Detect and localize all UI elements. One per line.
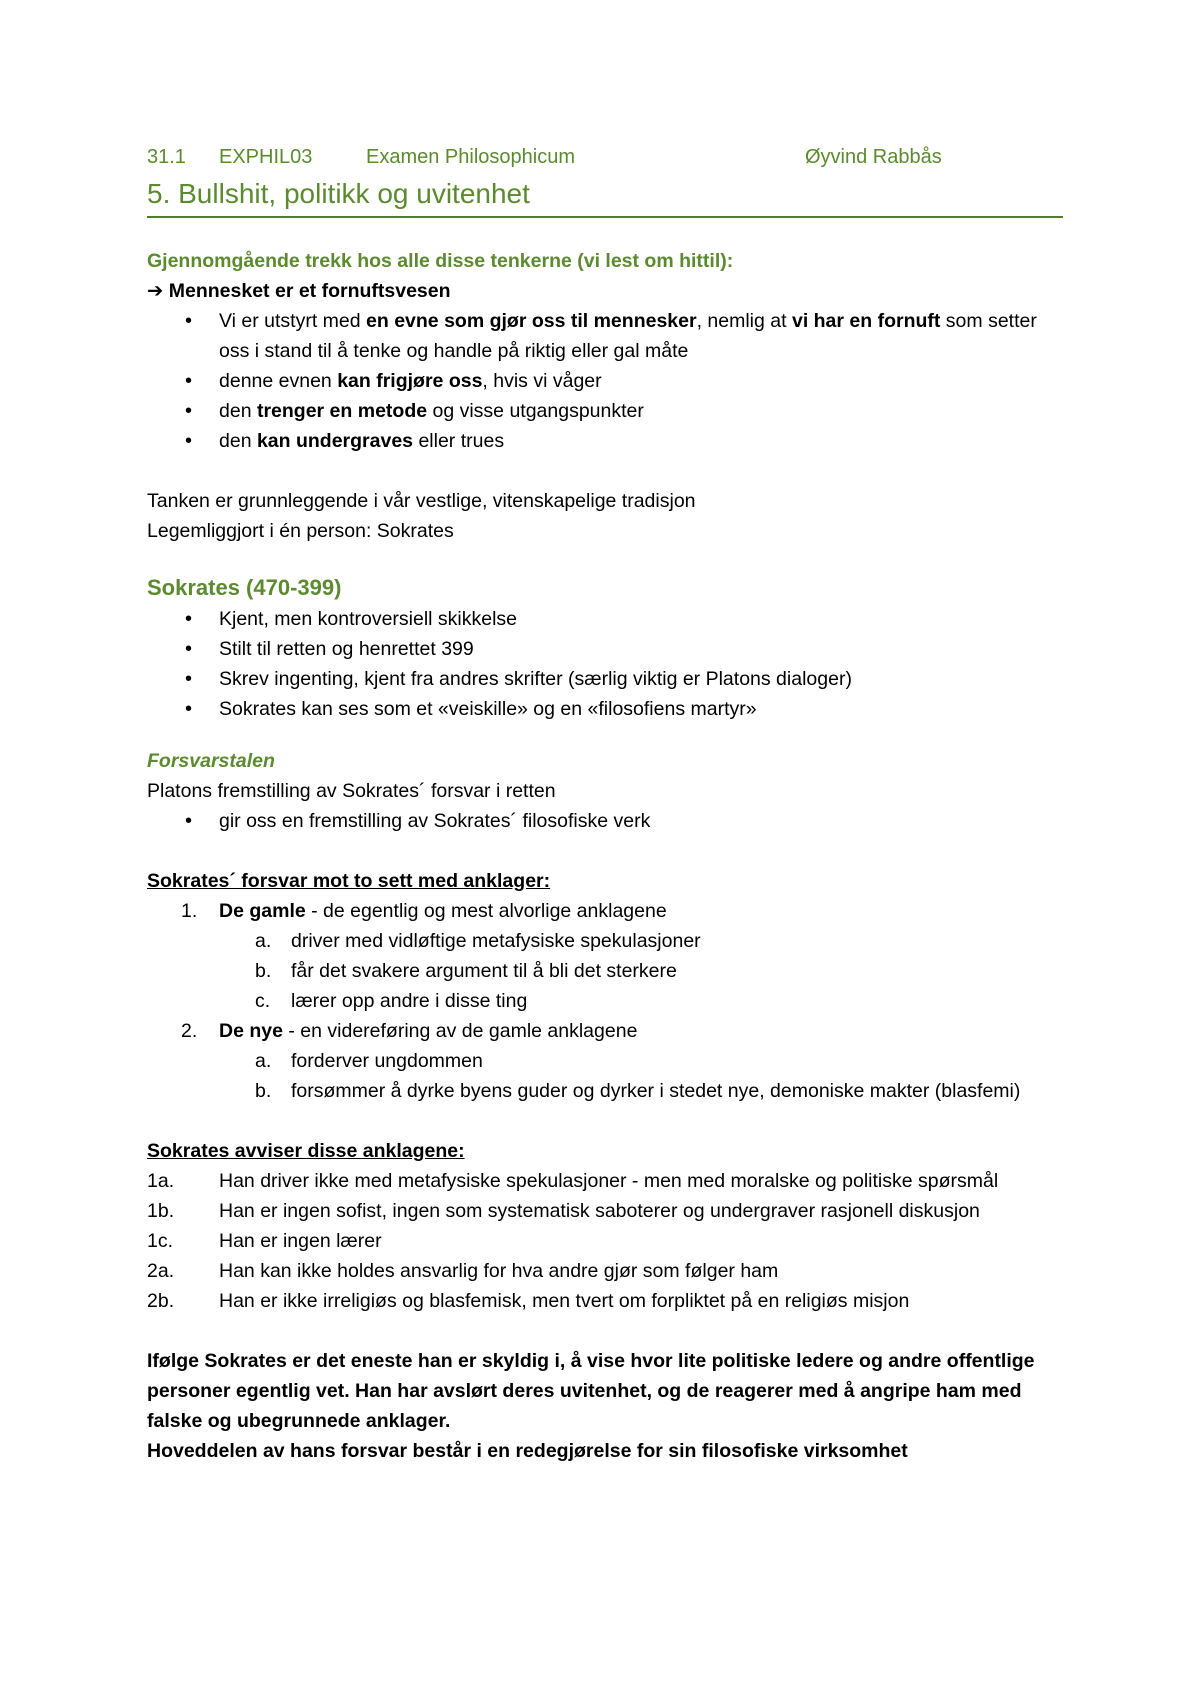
avviser-heading: Sokrates avviser disse anklagene: xyxy=(147,1140,465,1162)
list-item: 1b. Han er ingen sofist, ingen som systematisk saboterer og undergraver rasjonell diskusjon xyxy=(147,1200,980,1222)
header-course-name: Examen Philosophicum xyxy=(366,146,575,168)
anklager-numbered-list xyxy=(147,896,1063,1106)
sub-list-gamle xyxy=(219,926,1063,1016)
list-item: b. får det svakere argument til å bli det sterkere xyxy=(255,960,677,982)
forsvarstalen-heading: Forsvarstalen xyxy=(147,750,275,772)
list-item: • den trenger en metode og visse utgangspunkter xyxy=(219,396,1063,426)
list-item: 1. De gamle - de egentlig og mest alvorlige anklagene a. driver med vidløftige metafysiske spekulasjoner b. får det svakere argument til å bli det sterkere c. lærer opp andre i disse ting xyxy=(219,896,1063,1016)
list-item: • Vi er utstyrt med en evne som gjør oss til mennesker, nemlig at vi har en fornuft som setter oss i stand til å tenke og handle på riktig eller gal måte xyxy=(219,306,1063,366)
conclusion-paragraph: Ifølge Sokrates er det eneste han er skyldig i, å vise hvor lite politiske ledere og andre offentlige personer egentlig vet. Han har avslørt deres uvitenhet, og de reagerer med å angripe ham med falske og ubegrunnede anklager. xyxy=(147,1350,1035,1432)
document-title: 5. Bullshit, politikk og uvitenhet xyxy=(147,178,1063,218)
list-item: 1c. Han er ingen lærer xyxy=(147,1230,382,1252)
sokrates-bullet-list xyxy=(147,604,1063,724)
document-header xyxy=(147,146,1063,176)
header-course-code: EXPHIL03 xyxy=(219,146,313,168)
list-item: 1a. Han driver ikke med metafysiske spekulasjoner - men med moralske og politiske spørsmål xyxy=(147,1170,999,1192)
arrow-right-icon: ➔ xyxy=(147,279,164,302)
conclusion-last-line: Hoveddelen av hans forsvar består i en redegjørelse for sin filosofiske virksomhet xyxy=(147,1440,908,1462)
intro-line-tradition: Tanken er grunnleggende i vår vestlige, vitenskapelige tradisjon xyxy=(147,490,696,512)
list-item: • den kan undergraves eller trues xyxy=(219,426,1063,456)
list-item: a. driver med vidløftige metafysiske spekulasjoner xyxy=(255,930,701,952)
forsvarstalen-bullet-list xyxy=(147,806,1063,836)
list-item: • Sokrates kan ses som et «veiskille» og en «filosofiens martyr» xyxy=(219,694,1063,724)
intro-heading: Gjennomgående trekk hos alle disse tenkerne (vi lest om hittil): xyxy=(147,250,734,272)
intro-line-sokrates: Legemliggjort i én person: Sokrates xyxy=(147,520,454,542)
anklager-heading: Sokrates´ forsvar mot to sett med anklager: xyxy=(147,870,551,892)
list-item: • Kjent, men kontroversiell skikkelse xyxy=(219,604,1063,634)
list-item: b. forsømmer å dyrke byens guder og dyrker i stedet nye, demoniske makter (blasfemi) xyxy=(255,1080,1021,1102)
intro-arrow-line xyxy=(147,276,1063,306)
avviser-list xyxy=(147,1166,1063,1316)
intro-bullet-list xyxy=(147,306,1063,456)
list-item: • gir oss en fremstilling av Sokrates´ filosofiske verk xyxy=(219,806,1063,836)
list-item: a. forderver ungdommen xyxy=(255,1050,483,1072)
header-author: Øyvind Rabbås xyxy=(805,146,942,168)
forsvarstalen-line: Platons fremstilling av Sokrates´ forsvar i retten xyxy=(147,780,556,802)
list-item: 2b. Han er ikke irreligiøs og blasfemisk, men tvert om forpliktet på en religiøs misjon xyxy=(147,1290,910,1312)
intro-arrow-text: Mennesket er et fornuftsvesen xyxy=(168,280,451,302)
header-section-number: 31.1 xyxy=(147,146,186,168)
list-item: 2. De nye - en videreføring av de gamle anklagene a. forderver ungdommen b. forsømmer å dyrke byens guder og dyrker i stedet nye, demoniske makter (blasfemi) xyxy=(219,1016,1063,1106)
sokrates-heading: Sokrates (470-399) xyxy=(147,575,342,600)
list-item: • Stilt til retten og henrettet 399 xyxy=(219,634,1063,664)
list-item: 2a. Han kan ikke holdes ansvarlig for hva andre gjør som følger ham xyxy=(147,1260,779,1282)
list-item: c. lærer opp andre i disse ting xyxy=(255,990,528,1012)
sub-list-nye xyxy=(219,1046,1063,1106)
list-item: • Skrev ingenting, kjent fra andres skrifter (særlig viktig er Platons dialoger) xyxy=(219,664,1063,694)
list-item: • denne evnen kan frigjøre oss, hvis vi våger xyxy=(219,366,1063,396)
